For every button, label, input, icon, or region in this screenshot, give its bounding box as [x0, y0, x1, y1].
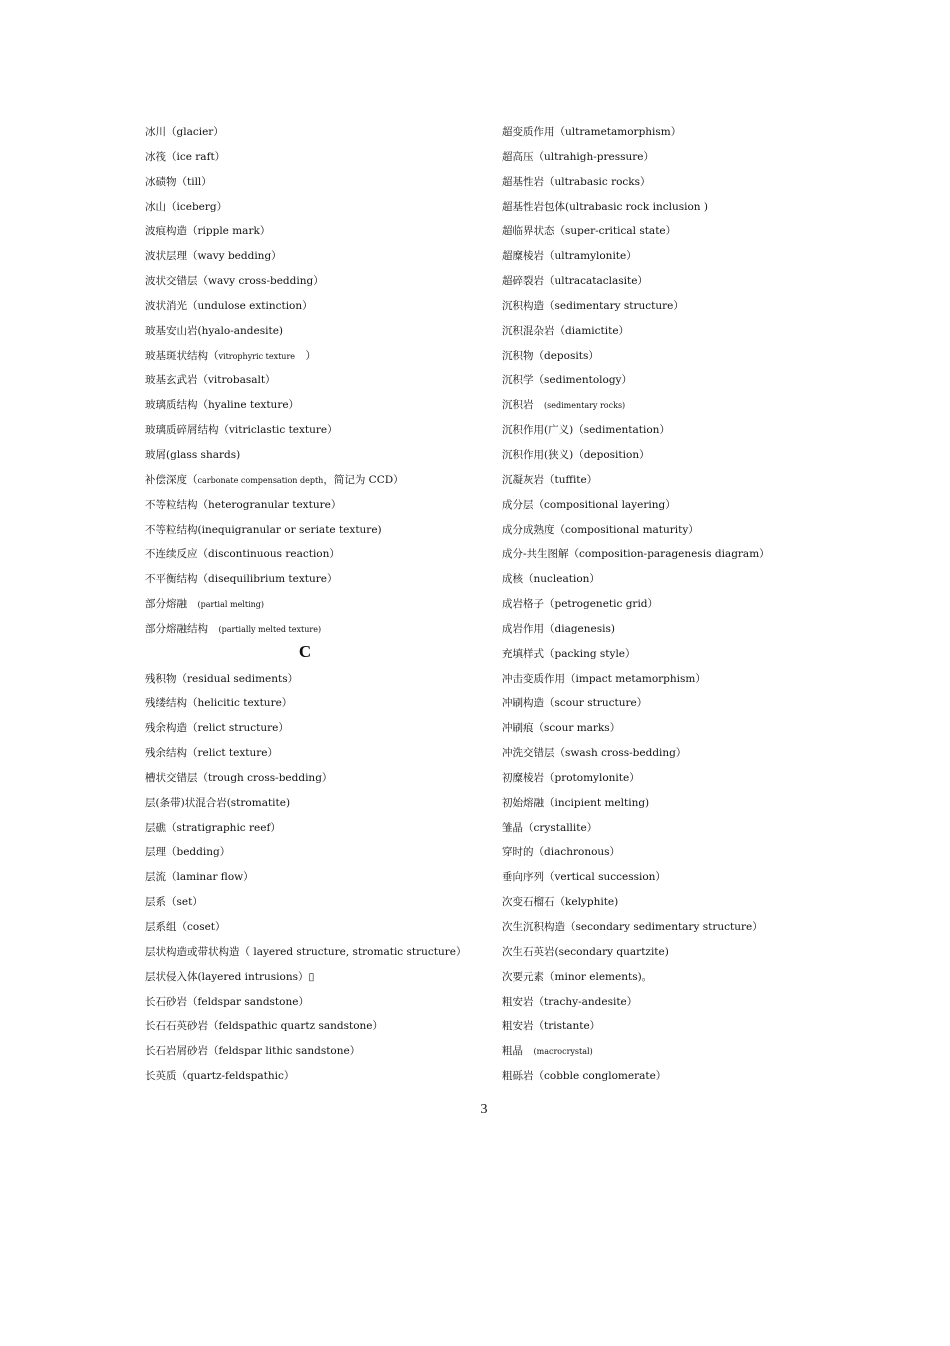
entry-small-text: (partial melting)	[197, 600, 265, 610]
glossary-entry	[502, 865, 802, 890]
glossary-entry	[145, 667, 485, 692]
glossary-entry	[145, 990, 485, 1015]
glossary-entry	[502, 468, 802, 493]
glossary-entry	[502, 518, 802, 543]
glossary-entry	[145, 890, 485, 915]
entry-text: 残积物（residual sediments）	[145, 672, 299, 685]
entry-text: 超基性岩（ultrabasic rocks）	[502, 175, 651, 188]
entry-text: 粗安岩（tristante）	[502, 1020, 601, 1033]
glossary-entry	[145, 915, 485, 940]
glossary-entry	[502, 145, 802, 170]
entry-text: 成核（nucleation）	[502, 573, 600, 586]
glossary-entry	[502, 567, 802, 592]
entry-text: 残余构造（relict structure）	[145, 722, 289, 735]
glossary-entry	[502, 691, 802, 716]
entry-text: 残余结构（relict texture）	[145, 747, 278, 760]
glossary-entry	[502, 592, 802, 617]
glossary-entry	[502, 791, 802, 816]
page-number: 3	[480, 1102, 488, 1117]
glossary-entry	[145, 244, 485, 269]
entry-text: 玻基安山岩(hyalo-andesite)	[145, 324, 284, 337]
glossary-entry	[502, 170, 802, 195]
entry-text: 超高压（ultrahigh-pressure）	[502, 150, 654, 163]
glossary-entry	[502, 915, 802, 940]
entry-text: 沉凝灰岩（tuffite）	[502, 473, 598, 486]
entry-text: 冲洗交错层（swash cross-bedding）	[502, 747, 687, 760]
entry-text: 成分成熟度（compositional maturity）	[502, 523, 699, 536]
entry-text: 超糜棱岩（ultramylonite）	[502, 250, 637, 263]
glossary-entry	[145, 816, 485, 841]
entry-text: 波状层理（wavy bedding）	[145, 250, 282, 263]
glossary-entry	[145, 865, 485, 890]
glossary-entry	[502, 716, 802, 741]
glossary-entry	[502, 269, 802, 294]
entry-text: 补偿深度（	[145, 473, 198, 486]
entry-text: 层系（set）	[145, 896, 203, 909]
glossary-entry	[502, 642, 802, 667]
glossary-entry	[502, 840, 802, 865]
glossary-entry	[502, 1014, 802, 1039]
entry-text: 冰山（iceberg）	[145, 200, 228, 213]
glossary-entry	[145, 195, 485, 220]
entry-text: 层礁（stratigraphic reef）	[145, 821, 281, 834]
entry-text: 超变质作用（ultrametamorphism）	[502, 126, 682, 138]
glossary-entry	[502, 443, 802, 468]
entry-text: 玻基斑状结构（	[145, 349, 219, 362]
glossary-entry	[145, 170, 485, 195]
entry-text: 层流（laminar flow）	[145, 871, 254, 884]
glossary-entry	[145, 592, 485, 617]
glossary-entry	[502, 319, 802, 344]
glossary-entry	[145, 219, 485, 244]
glossary-entry	[145, 1064, 485, 1089]
entry-text: 次要元素（minor elements)。	[502, 970, 653, 983]
glossary-entry	[145, 840, 485, 865]
glossary-entry	[502, 344, 802, 369]
entry-text: 层系组（coset）	[145, 921, 226, 933]
entry-text: 长石岩屑砂岩（feldspar lithic sandstone）	[145, 1045, 361, 1058]
entry-text: 部分熔融结构	[145, 622, 219, 635]
glossary-entry	[145, 493, 485, 518]
glossary-entry	[145, 691, 485, 716]
glossary-entry	[145, 468, 485, 493]
entry-text: 波状交错层（wavy cross-bedding）	[145, 275, 324, 288]
entry-text: 穿时的（diachronous）	[502, 846, 621, 859]
entry-text: 部分熔融	[145, 598, 198, 611]
entry-text: 超碎裂岩（ultracataclasite）	[502, 275, 648, 288]
entry-small-text: vitrophyric texture	[218, 351, 296, 361]
entry-text: 成分层（compositional layering）	[502, 498, 676, 511]
entry-text: 次变石榴石（kelyphite)	[502, 896, 619, 909]
glossary-entry	[145, 344, 485, 369]
glossary-entry	[145, 965, 485, 990]
glossary-entry	[145, 940, 485, 965]
entry-small-text: (macrocrystal)	[533, 1047, 593, 1057]
glossary-entry	[145, 294, 485, 319]
entry-text: 长石石英砂岩（feldspathic quartz sandstone）	[145, 1020, 383, 1033]
glossary-entry	[145, 617, 485, 642]
glossary-entry	[145, 368, 485, 393]
glossary-entry	[145, 716, 485, 741]
glossary-entry	[145, 145, 485, 170]
glossary-entry	[145, 518, 485, 543]
entry-text: 充填样式（packing style）	[502, 647, 636, 660]
entry-text: 初始熔融（incipient melting)	[502, 796, 650, 809]
glossary-entry	[502, 1039, 802, 1064]
glossary-entry	[502, 393, 802, 418]
entry-text: 沉积构造（sedimentary structure）	[502, 299, 684, 312]
entry-text: 成岩作用（diagenesis)	[502, 622, 615, 635]
entry-text: 不平衡结构（disequilibrium texture）	[145, 573, 338, 586]
entry-text: 雏晶（crystallite）	[502, 821, 598, 834]
glossary-entry	[145, 393, 485, 418]
entry-text: 玻屑(glass shards)	[145, 448, 241, 461]
glossary-entry	[145, 567, 485, 592]
glossary-entry	[145, 741, 485, 766]
entry-text: 沉积岩	[502, 399, 544, 412]
entry-text: 沉积物（deposits）	[502, 349, 599, 362]
glossary-entry	[502, 219, 802, 244]
entry-text: 沉积作用(广义)（sedimentation）	[502, 424, 670, 437]
glossary-entry	[502, 940, 802, 965]
entry-text: 玻璃质结构（hyaline texture）	[145, 399, 300, 412]
glossary-entry	[502, 617, 802, 642]
entry-suffix-text: ，简记为 CCD）	[323, 473, 404, 486]
entry-text: 粗安岩（trachy-andesite）	[502, 995, 638, 1008]
glossary-entry	[502, 542, 802, 567]
glossary-entry	[502, 741, 802, 766]
glossary-entry	[145, 418, 485, 443]
glossary-entry	[502, 120, 802, 145]
entry-text: 长石砂岩（feldspar sandstone）	[145, 995, 309, 1008]
entry-text: 层状侵入体(layered intrusions）▯	[145, 970, 315, 983]
entry-text: 冰川（glacier）	[145, 126, 224, 138]
glossary-entry	[502, 493, 802, 518]
right-column	[502, 120, 802, 1089]
entry-text: 沉积学（sedimentology）	[502, 374, 632, 387]
entry-suffix-text: ）	[295, 349, 317, 362]
section-heading	[145, 642, 465, 667]
entry-text: 层状构造或带状构造（ layered structure, stromatic structure）	[145, 945, 467, 958]
entry-text: 残缕结构（helicitic texture）	[145, 697, 293, 710]
entry-small-text: carbonate compensation depth	[197, 475, 324, 485]
entry-text: 超临界状态（super-critical state）	[502, 225, 677, 238]
glossary-entry	[502, 195, 802, 220]
entry-small-text: (sedimentary rocks)	[544, 401, 626, 411]
entry-text: 不连续反应（discontinuous reaction）	[145, 548, 340, 561]
left-column	[145, 120, 485, 1089]
entry-text: 层理（bedding）	[145, 846, 231, 859]
glossary-entry	[145, 443, 485, 468]
entry-text: 冲刷痕（scour marks）	[502, 722, 621, 735]
entry-text: 不等粒结构(inequigranular or seriate texture)	[145, 523, 382, 536]
glossary-entry	[502, 1064, 802, 1089]
entry-text: 玻基玄武岩（vitrobasalt）	[145, 374, 276, 387]
glossary-entry	[145, 120, 485, 145]
glossary-entry	[145, 791, 485, 816]
glossary-entry	[502, 294, 802, 319]
glossary-entry	[145, 1014, 485, 1039]
entry-text: 成分-共生图解（composition-paragenesis diagram）	[502, 548, 770, 561]
glossary-entry	[502, 418, 802, 443]
entry-text: C	[298, 641, 312, 661]
glossary-entry	[145, 542, 485, 567]
entry-text: 玻璃质碎屑结构（vitriclastic texture）	[145, 424, 338, 437]
entry-small-text: (partially melted texture)	[218, 624, 322, 634]
glossary-entry	[502, 766, 802, 791]
entry-text: 冰碛物（till）	[145, 175, 212, 188]
entry-text: 粗晶	[502, 1045, 534, 1058]
glossary-entry	[145, 1039, 485, 1064]
entry-text: 冲击变质作用（impact metamorphism）	[502, 672, 706, 685]
entry-text: 次生沉积构造（secondary sedimentary structure）	[502, 921, 763, 933]
entry-text: 粗砾岩（cobble conglomerate）	[502, 1070, 667, 1083]
entry-text: 沉积作用(狭义)（deposition）	[502, 448, 650, 461]
glossary-entry	[502, 890, 802, 915]
entry-text: 层(条带)状混合岩(stromatite)	[145, 796, 291, 809]
entry-text: 冲刷构造（scour structure）	[502, 697, 648, 710]
glossary-entry	[502, 990, 802, 1015]
entry-text: 槽状交错层（trough cross-bedding）	[145, 771, 333, 784]
glossary-entry	[145, 766, 485, 791]
entry-text: 波痕构造（ripple mark）	[145, 225, 271, 238]
entry-text: 超基性岩包体(ultrabasic rock inclusion )	[502, 200, 708, 213]
entry-text: 不等粒结构（heterogranular texture）	[145, 498, 342, 511]
glossary-entry	[145, 269, 485, 294]
entry-text: 长英质（quartz-feldspathic）	[145, 1070, 295, 1083]
glossary-entry	[502, 667, 802, 692]
glossary-entry	[502, 368, 802, 393]
entry-text: 波状消光（undulose extinction）	[145, 299, 313, 312]
entry-text: 初糜棱岩（protomylonite）	[502, 771, 640, 784]
entry-text: 垂向序列（vertical succession）	[502, 871, 666, 884]
entry-text: 次生石英岩(secondary quartzite)	[502, 945, 669, 958]
glossary-entry	[502, 244, 802, 269]
glossary-entry	[145, 319, 485, 344]
glossary-entry	[502, 965, 802, 990]
glossary-entry	[502, 816, 802, 841]
entry-text: 冰筏（ice raft）	[145, 150, 226, 163]
entry-text: 沉积混杂岩（diamictite）	[502, 324, 630, 337]
entry-text: 成岩格子（petrogenetic grid）	[502, 598, 659, 611]
